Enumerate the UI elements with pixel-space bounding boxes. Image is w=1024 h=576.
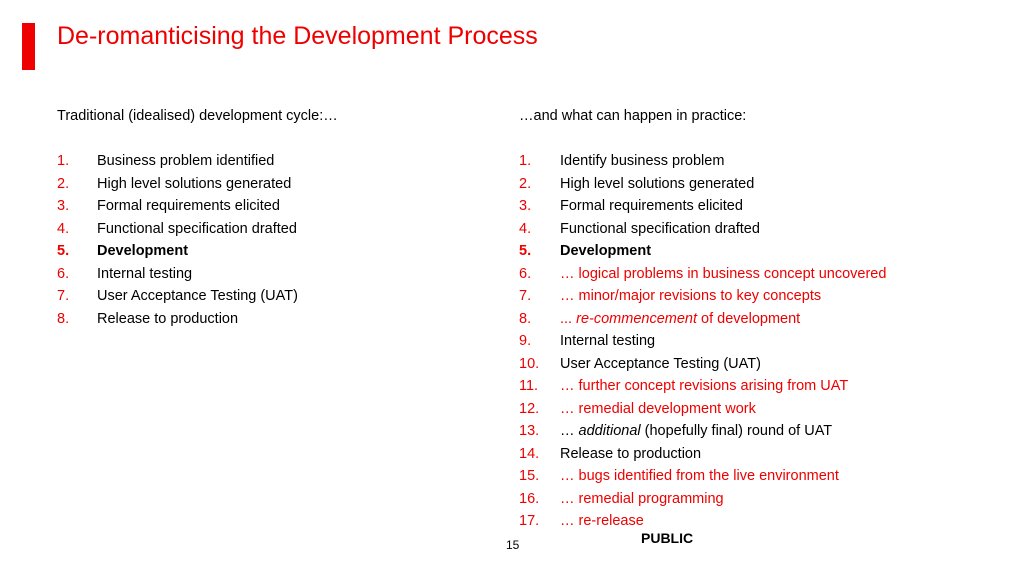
step-text: User Acceptance Testing (UAT) [97, 288, 298, 304]
left-column-heading: Traditional (idealised) development cycle:… [57, 108, 338, 124]
step-text [560, 420, 832, 443]
step-text: Business problem identified [97, 153, 275, 169]
step-number: 5. [57, 243, 70, 259]
step-number: 11. [519, 378, 539, 394]
step-text-suffix: (hopefully final) round of UAT [640, 423, 833, 439]
step-number: 13. [519, 423, 540, 439]
step-number: 15. [519, 468, 540, 484]
step-number: 14. [519, 445, 540, 462]
step-number: 3. [57, 198, 70, 214]
step-number: 16. [519, 490, 540, 507]
title-accent-bar [22, 23, 35, 70]
step-number: 7. [519, 288, 532, 304]
step-text: … logical problems in business concept uncovered [560, 265, 887, 282]
step-number: 1. [57, 153, 70, 169]
step-number: 4. [57, 220, 70, 237]
step-text: Functional specification drafted [97, 220, 297, 237]
step-number: 6. [57, 265, 70, 282]
step-text: Development [560, 243, 652, 259]
step-text: Release to production [560, 445, 702, 462]
step-text: Internal testing [560, 333, 656, 349]
step-text: User Acceptance Testing (UAT) [560, 355, 761, 372]
step-number: 8. [519, 310, 532, 327]
step-text-emphasis: additional [578, 423, 641, 439]
step-number: 17. [519, 513, 540, 529]
step-number: 2. [519, 175, 532, 192]
step-number: 7. [57, 288, 70, 304]
step-text: High level solutions generated [560, 175, 755, 192]
step-text: Functional specification drafted [560, 220, 760, 237]
step-text-emphasis: re-commencement [576, 310, 697, 327]
step-text: … remedial programming [560, 490, 724, 507]
step-text: … re-release [560, 513, 644, 529]
step-text: Development [97, 243, 189, 259]
step-text: … further concept revisions arising from UAT [560, 378, 849, 394]
step-text: Formal requirements elicited [560, 198, 743, 214]
step-text: High level solutions generated [97, 175, 292, 192]
classification-label: PUBLIC [641, 530, 694, 546]
step-number: 8. [57, 310, 70, 327]
step-number: 4. [519, 220, 532, 237]
step-text: … minor/major revisions to key concepts [560, 288, 822, 304]
step-number: 12. [519, 400, 540, 417]
step-number: 1. [519, 153, 532, 169]
step-text: Internal testing [97, 265, 193, 282]
step-text: Formal requirements elicited [97, 198, 280, 214]
right-column-heading: …and what can happen in practice: [519, 108, 747, 124]
step-text-suffix: of development [697, 310, 801, 327]
step-text: … remedial development work [560, 400, 756, 417]
step-number: 10. [519, 355, 540, 372]
step-number: 9. [519, 333, 532, 349]
step-number: 6. [519, 265, 532, 282]
step-number: 2. [57, 175, 70, 192]
step-text-prefix: ... [560, 310, 577, 327]
slide-title: De-romanticising the Development Process [57, 22, 538, 50]
step-text: Release to production [97, 310, 239, 327]
step-text [560, 308, 800, 331]
step-text: … bugs identified from the live environment [560, 468, 839, 484]
step-number: 5. [519, 243, 532, 259]
step-text: Identify business problem [560, 153, 725, 169]
page-number: 15 [506, 538, 520, 552]
step-text-prefix: … [560, 423, 579, 439]
step-number: 3. [519, 198, 532, 214]
